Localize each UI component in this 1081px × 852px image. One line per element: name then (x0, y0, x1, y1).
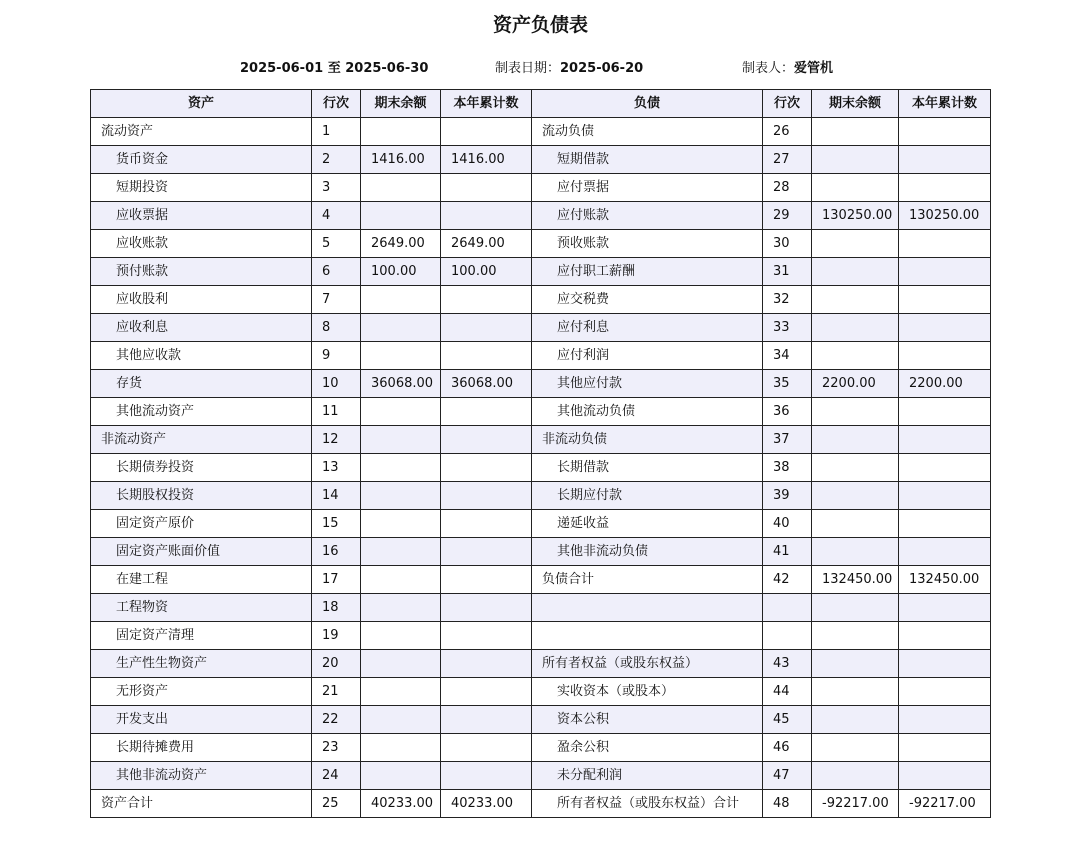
table-row (91, 146, 991, 174)
asset-ytd-cell (441, 538, 532, 566)
asset-ytd-cell (441, 678, 532, 706)
liability-ytd-cell (899, 146, 991, 174)
asset-end-balance-cell (361, 314, 441, 342)
liability-end-balance-cell (812, 314, 899, 342)
liability-name-cell: 长期应付款 (532, 482, 763, 510)
asset-name-cell: 固定资产账面价值 (91, 538, 312, 566)
asset-name-cell: 在建工程 (91, 566, 312, 594)
column-header: 本年累计数 (899, 90, 991, 118)
liability-end-balance-cell (812, 538, 899, 566)
table-row (91, 650, 991, 678)
asset-line-cell: 3 (312, 174, 361, 202)
liability-ytd-cell (899, 454, 991, 482)
liability-ytd-cell (899, 314, 991, 342)
asset-line-cell: 24 (312, 762, 361, 790)
asset-name-cell: 其他非流动资产 (91, 762, 312, 790)
liability-line-cell: 29 (763, 202, 812, 230)
asset-end-balance-cell (361, 538, 441, 566)
asset-line-cell: 25 (312, 790, 361, 818)
asset-ytd-cell (441, 594, 532, 622)
liability-end-balance-cell (812, 454, 899, 482)
table-row (91, 342, 991, 370)
liability-line-cell (763, 622, 812, 650)
liability-end-balance-cell: 2200.00 (812, 370, 899, 398)
liability-line-cell: 33 (763, 314, 812, 342)
table-row (91, 538, 991, 566)
asset-name-cell: 应收股利 (91, 286, 312, 314)
asset-ytd-cell (441, 566, 532, 594)
liability-ytd-cell (899, 286, 991, 314)
liability-end-balance-cell (812, 762, 899, 790)
liability-end-balance-cell (812, 286, 899, 314)
liability-ytd-cell (899, 174, 991, 202)
asset-end-balance-cell: 2649.00 (361, 230, 441, 258)
liability-name-cell: 所有者权益（或股东权益） (532, 650, 763, 678)
asset-ytd-cell (441, 482, 532, 510)
liability-name-cell (532, 594, 763, 622)
table-row (91, 174, 991, 202)
liability-end-balance-cell (812, 118, 899, 146)
asset-ytd-cell (441, 342, 532, 370)
asset-line-cell: 13 (312, 454, 361, 482)
asset-end-balance-cell: 1416.00 (361, 146, 441, 174)
liability-name-cell: 负债合计 (532, 566, 763, 594)
asset-end-balance-cell: 36068.00 (361, 370, 441, 398)
liability-ytd-cell (899, 706, 991, 734)
liability-ytd-cell (899, 398, 991, 426)
liability-name-cell: 流动负债 (532, 118, 763, 146)
asset-name-cell: 长期债券投资 (91, 454, 312, 482)
liability-ytd-cell (899, 118, 991, 146)
asset-name-cell: 货币资金 (91, 146, 312, 174)
liability-line-cell: 48 (763, 790, 812, 818)
liability-end-balance-cell (812, 426, 899, 454)
liability-end-balance-cell: 130250.00 (812, 202, 899, 230)
table-row (91, 734, 991, 762)
asset-ytd-cell (441, 286, 532, 314)
report-date (495, 59, 643, 79)
table-row (91, 678, 991, 706)
liability-ytd-cell (899, 510, 991, 538)
page-title: 资产负债表 (492, 14, 588, 36)
liability-ytd-cell (899, 482, 991, 510)
liability-line-cell: 31 (763, 258, 812, 286)
asset-name-cell: 预付账款 (91, 258, 312, 286)
asset-end-balance-cell (361, 734, 441, 762)
asset-ytd-cell (441, 202, 532, 230)
asset-name-cell: 存货 (91, 370, 312, 398)
asset-end-balance-cell (361, 650, 441, 678)
liability-end-balance-cell (812, 146, 899, 174)
asset-ytd-cell: 100.00 (441, 258, 532, 286)
asset-name-cell: 应收利息 (91, 314, 312, 342)
asset-ytd-cell (441, 762, 532, 790)
liability-end-balance-cell (812, 510, 899, 538)
liability-ytd-cell: 132450.00 (899, 566, 991, 594)
liability-name-cell: 应付利润 (532, 342, 763, 370)
liability-end-balance-cell (812, 398, 899, 426)
asset-ytd-cell (441, 314, 532, 342)
balance-sheet-table (90, 89, 991, 818)
liability-name-cell: 应付利息 (532, 314, 763, 342)
liability-name-cell: 应付职工薪酬 (532, 258, 763, 286)
asset-end-balance-cell (361, 678, 441, 706)
column-header: 期末余额 (361, 90, 441, 118)
asset-name-cell: 长期待摊费用 (91, 734, 312, 762)
liability-end-balance-cell (812, 734, 899, 762)
liability-name-cell: 资本公积 (532, 706, 763, 734)
asset-line-cell: 5 (312, 230, 361, 258)
asset-name-cell: 其他应收款 (91, 342, 312, 370)
table-header-row (91, 90, 991, 118)
asset-line-cell: 12 (312, 426, 361, 454)
table-row (91, 426, 991, 454)
liability-end-balance-cell (812, 482, 899, 510)
asset-line-cell: 21 (312, 678, 361, 706)
liability-end-balance-cell: 132450.00 (812, 566, 899, 594)
table-row (91, 510, 991, 538)
liability-line-cell: 43 (763, 650, 812, 678)
liability-name-cell: 未分配利润 (532, 762, 763, 790)
asset-line-cell: 22 (312, 706, 361, 734)
liability-name-cell: 盈余公积 (532, 734, 763, 762)
table-row (91, 202, 991, 230)
asset-ytd-cell: 36068.00 (441, 370, 532, 398)
table-row (91, 230, 991, 258)
liability-name-cell: 其他应付款 (532, 370, 763, 398)
liability-end-balance-cell (812, 258, 899, 286)
liability-ytd-cell (899, 622, 991, 650)
asset-ytd-cell: 1416.00 (441, 146, 532, 174)
asset-ytd-cell (441, 426, 532, 454)
table-row (91, 594, 991, 622)
asset-name-cell: 工程物资 (91, 594, 312, 622)
asset-name-cell: 固定资产原价 (91, 510, 312, 538)
table-row (91, 790, 991, 818)
asset-ytd-cell (441, 118, 532, 146)
liability-end-balance-cell (812, 230, 899, 258)
liability-ytd-cell (899, 678, 991, 706)
asset-end-balance-cell (361, 762, 441, 790)
liability-name-cell: 应交税费 (532, 286, 763, 314)
liability-name-cell: 实收资本（或股本） (532, 678, 763, 706)
asset-name-cell: 应收账款 (91, 230, 312, 258)
table-row (91, 118, 991, 146)
column-header: 期末余额 (812, 90, 899, 118)
report-period (240, 59, 428, 79)
table-row (91, 398, 991, 426)
liability-name-cell: 非流动负债 (532, 426, 763, 454)
asset-line-cell: 17 (312, 566, 361, 594)
liability-line-cell: 47 (763, 762, 812, 790)
asset-name-cell: 固定资产清理 (91, 622, 312, 650)
table-row (91, 258, 991, 286)
liability-name-cell (532, 622, 763, 650)
column-header: 行次 (763, 90, 812, 118)
liability-ytd-cell (899, 650, 991, 678)
liability-line-cell: 28 (763, 174, 812, 202)
table-row (91, 286, 991, 314)
asset-line-cell: 20 (312, 650, 361, 678)
table-row (91, 482, 991, 510)
liability-line-cell: 27 (763, 146, 812, 174)
asset-end-balance-cell (361, 118, 441, 146)
liability-ytd-cell (899, 230, 991, 258)
asset-end-balance-cell: 40233.00 (361, 790, 441, 818)
asset-name-cell: 流动资产 (91, 118, 312, 146)
liability-ytd-cell (899, 538, 991, 566)
liability-name-cell: 递延收益 (532, 510, 763, 538)
liability-line-cell: 45 (763, 706, 812, 734)
liability-name-cell: 其他流动负债 (532, 398, 763, 426)
liability-name-cell: 应付票据 (532, 174, 763, 202)
asset-end-balance-cell (361, 398, 441, 426)
asset-line-cell: 10 (312, 370, 361, 398)
table-row (91, 314, 991, 342)
liability-name-cell: 所有者权益（或股东权益）合计 (532, 790, 763, 818)
asset-end-balance-cell (361, 202, 441, 230)
liability-name-cell: 长期借款 (532, 454, 763, 482)
asset-line-cell: 23 (312, 734, 361, 762)
table-row (91, 454, 991, 482)
liability-name-cell: 应付账款 (532, 202, 763, 230)
liability-line-cell: 44 (763, 678, 812, 706)
asset-end-balance-cell (361, 566, 441, 594)
report-date-label: 制表日期： (495, 61, 561, 76)
liability-ytd-cell: -92217.00 (899, 790, 991, 818)
asset-name-cell: 长期股权投资 (91, 482, 312, 510)
asset-ytd-cell (441, 734, 532, 762)
asset-end-balance-cell: 100.00 (361, 258, 441, 286)
asset-line-cell: 18 (312, 594, 361, 622)
period-separator: 至 (327, 61, 341, 76)
asset-ytd-cell: 2649.00 (441, 230, 532, 258)
report-date-value: 2025-06-20 (560, 61, 644, 76)
liability-end-balance-cell: -92217.00 (812, 790, 899, 818)
asset-end-balance-cell (361, 286, 441, 314)
table-row (91, 566, 991, 594)
column-header: 行次 (312, 90, 361, 118)
liability-line-cell: 42 (763, 566, 812, 594)
liability-ytd-cell: 2200.00 (899, 370, 991, 398)
asset-name-cell: 应收票据 (91, 202, 312, 230)
asset-line-cell: 1 (312, 118, 361, 146)
asset-line-cell: 6 (312, 258, 361, 286)
liability-line-cell: 36 (763, 398, 812, 426)
liability-ytd-cell (899, 734, 991, 762)
liability-ytd-cell (899, 594, 991, 622)
liability-line-cell: 46 (763, 734, 812, 762)
liability-line-cell: 41 (763, 538, 812, 566)
liability-name-cell: 其他非流动负债 (532, 538, 763, 566)
asset-name-cell: 开发支出 (91, 706, 312, 734)
asset-name-cell: 其他流动资产 (91, 398, 312, 426)
table-row (91, 762, 991, 790)
asset-line-cell: 4 (312, 202, 361, 230)
asset-ytd-cell (441, 706, 532, 734)
liability-ytd-cell (899, 258, 991, 286)
asset-ytd-cell (441, 454, 532, 482)
asset-end-balance-cell (361, 426, 441, 454)
liability-ytd-cell: 130250.00 (899, 202, 991, 230)
liability-line-cell (763, 594, 812, 622)
liability-end-balance-cell (812, 594, 899, 622)
asset-line-cell: 14 (312, 482, 361, 510)
asset-ytd-cell (441, 650, 532, 678)
liability-ytd-cell (899, 342, 991, 370)
liability-name-cell: 短期借款 (532, 146, 763, 174)
column-header: 负债 (532, 90, 763, 118)
asset-line-cell: 8 (312, 314, 361, 342)
asset-line-cell: 11 (312, 398, 361, 426)
asset-end-balance-cell (361, 706, 441, 734)
asset-name-cell: 非流动资产 (91, 426, 312, 454)
asset-line-cell: 9 (312, 342, 361, 370)
asset-line-cell: 2 (312, 146, 361, 174)
asset-name-cell: 资产合计 (91, 790, 312, 818)
liability-end-balance-cell (812, 622, 899, 650)
liability-end-balance-cell (812, 650, 899, 678)
asset-line-cell: 16 (312, 538, 361, 566)
liability-line-cell: 26 (763, 118, 812, 146)
liability-line-cell: 35 (763, 370, 812, 398)
asset-end-balance-cell (361, 174, 441, 202)
liability-end-balance-cell (812, 342, 899, 370)
report-maker-value: 爱管机 (794, 61, 834, 76)
table-body (91, 118, 991, 818)
report-maker (742, 59, 833, 79)
liability-end-balance-cell (812, 174, 899, 202)
asset-end-balance-cell (361, 454, 441, 482)
table-row (91, 706, 991, 734)
asset-name-cell: 短期投资 (91, 174, 312, 202)
liability-line-cell: 39 (763, 482, 812, 510)
liability-ytd-cell (899, 762, 991, 790)
asset-line-cell: 15 (312, 510, 361, 538)
liability-name-cell: 预收账款 (532, 230, 763, 258)
column-header: 本年累计数 (441, 90, 532, 118)
liability-end-balance-cell (812, 706, 899, 734)
asset-end-balance-cell (361, 482, 441, 510)
asset-line-cell: 7 (312, 286, 361, 314)
table-row (91, 370, 991, 398)
liability-line-cell: 40 (763, 510, 812, 538)
period-end: 2025-06-30 (345, 61, 429, 76)
liability-end-balance-cell (812, 678, 899, 706)
asset-end-balance-cell (361, 622, 441, 650)
liability-line-cell: 32 (763, 286, 812, 314)
column-header: 资产 (91, 90, 312, 118)
asset-end-balance-cell (361, 510, 441, 538)
report-maker-label: 制表人： (742, 61, 795, 76)
liability-line-cell: 30 (763, 230, 812, 258)
asset-ytd-cell: 40233.00 (441, 790, 532, 818)
asset-end-balance-cell (361, 342, 441, 370)
asset-ytd-cell (441, 622, 532, 650)
asset-ytd-cell (441, 174, 532, 202)
liability-line-cell: 34 (763, 342, 812, 370)
table-row (91, 622, 991, 650)
liability-line-cell: 37 (763, 426, 812, 454)
liability-line-cell: 38 (763, 454, 812, 482)
asset-name-cell: 无形资产 (91, 678, 312, 706)
asset-end-balance-cell (361, 594, 441, 622)
period-start: 2025-06-01 (240, 61, 324, 76)
asset-line-cell: 19 (312, 622, 361, 650)
liability-ytd-cell (899, 426, 991, 454)
asset-ytd-cell (441, 398, 532, 426)
asset-name-cell: 生产性生物资产 (91, 650, 312, 678)
asset-ytd-cell (441, 510, 532, 538)
